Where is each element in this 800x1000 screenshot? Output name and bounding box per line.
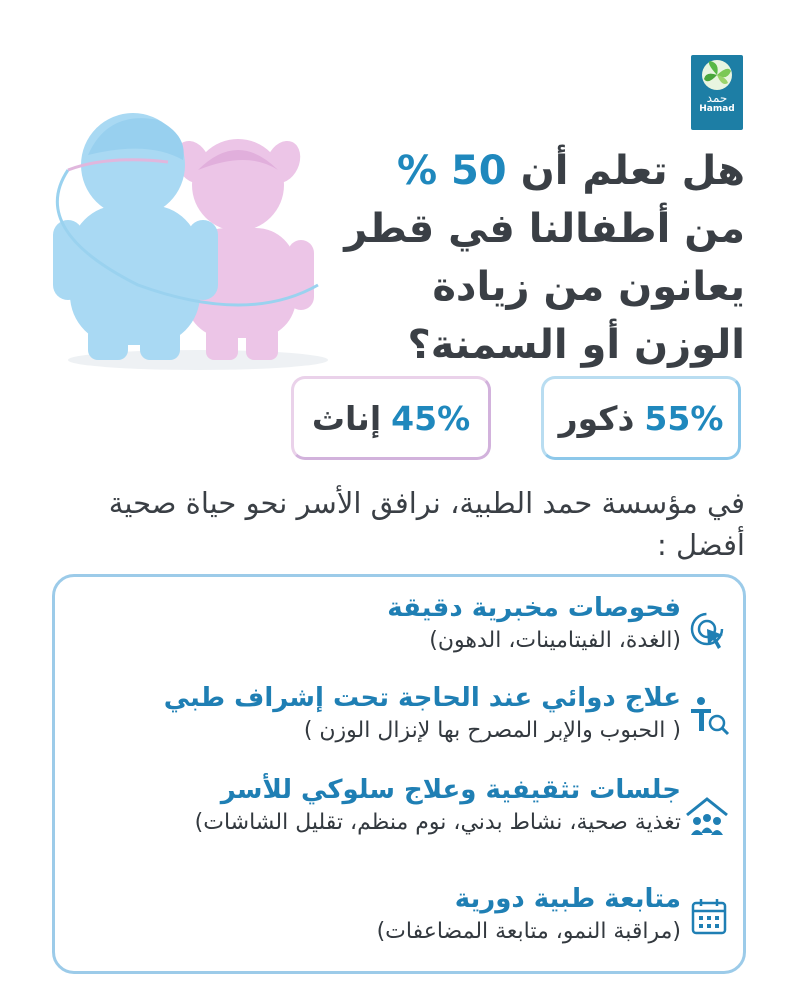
headline [325,142,745,374]
service-title: فحوصات مخبرية دقيقة [387,593,681,623]
family-home-icon [683,793,731,845]
service-title: جلسات تثقيفية وعلاج سلوكي للأسر [220,775,681,805]
leaf-logo-icon [700,59,734,91]
service-item-lab-tests [387,591,681,657]
headline-percent: 50 % [396,148,507,194]
services-panel [52,574,746,974]
service-subtitle: (الغدة، الفيتامينات، الدهون) [429,628,681,653]
service-subtitle: تغذية صحية، نشاط بدني، نوم منظم، تقليل الشاشات) [194,810,681,835]
headline-line-4: الوزن أو السمنة؟ [407,322,745,368]
girls-percent: 45% [391,398,471,438]
service-subtitle: ( الحبوب والإبر المصرح بها لإنزال الوزن ) [303,718,681,743]
service-item-follow-up [377,882,681,948]
boys-stat-box [541,376,741,460]
hamad-logo [691,55,743,130]
headline-prefix: هل تعلم أن [506,148,745,194]
logo-arabic-text: حمد [706,91,728,105]
boys-percent: 55% [644,398,724,438]
headline-line-1 [325,142,745,200]
service-title: متابعة طبية دورية [454,884,681,914]
intro-text: في مؤسسة حمد الطبية، نرافق الأسر نحو حياة صحية أفضل : [108,486,745,562]
boys-label: ذكور [558,398,635,438]
service-title: علاج دوائي عند الحاجة تحت إشراف طبي [163,683,681,713]
children-illustration [48,110,338,370]
service-item-education [81,773,681,839]
service-item-medication [164,681,681,747]
logo-english-text: Hamad [699,104,735,114]
girls-label: إناث [311,398,382,438]
girls-stat-box [291,376,491,460]
pointer-click-icon [687,609,731,657]
calendar-icon [687,895,731,943]
service-subtitle: (مراقبة النمو، متابعة المضاعفات) [376,919,681,944]
person-search-icon [687,695,731,743]
headline-line-2: من أطفالنا في قطر [344,206,745,252]
headline-line-3: يعانون من زيادة [432,264,745,310]
